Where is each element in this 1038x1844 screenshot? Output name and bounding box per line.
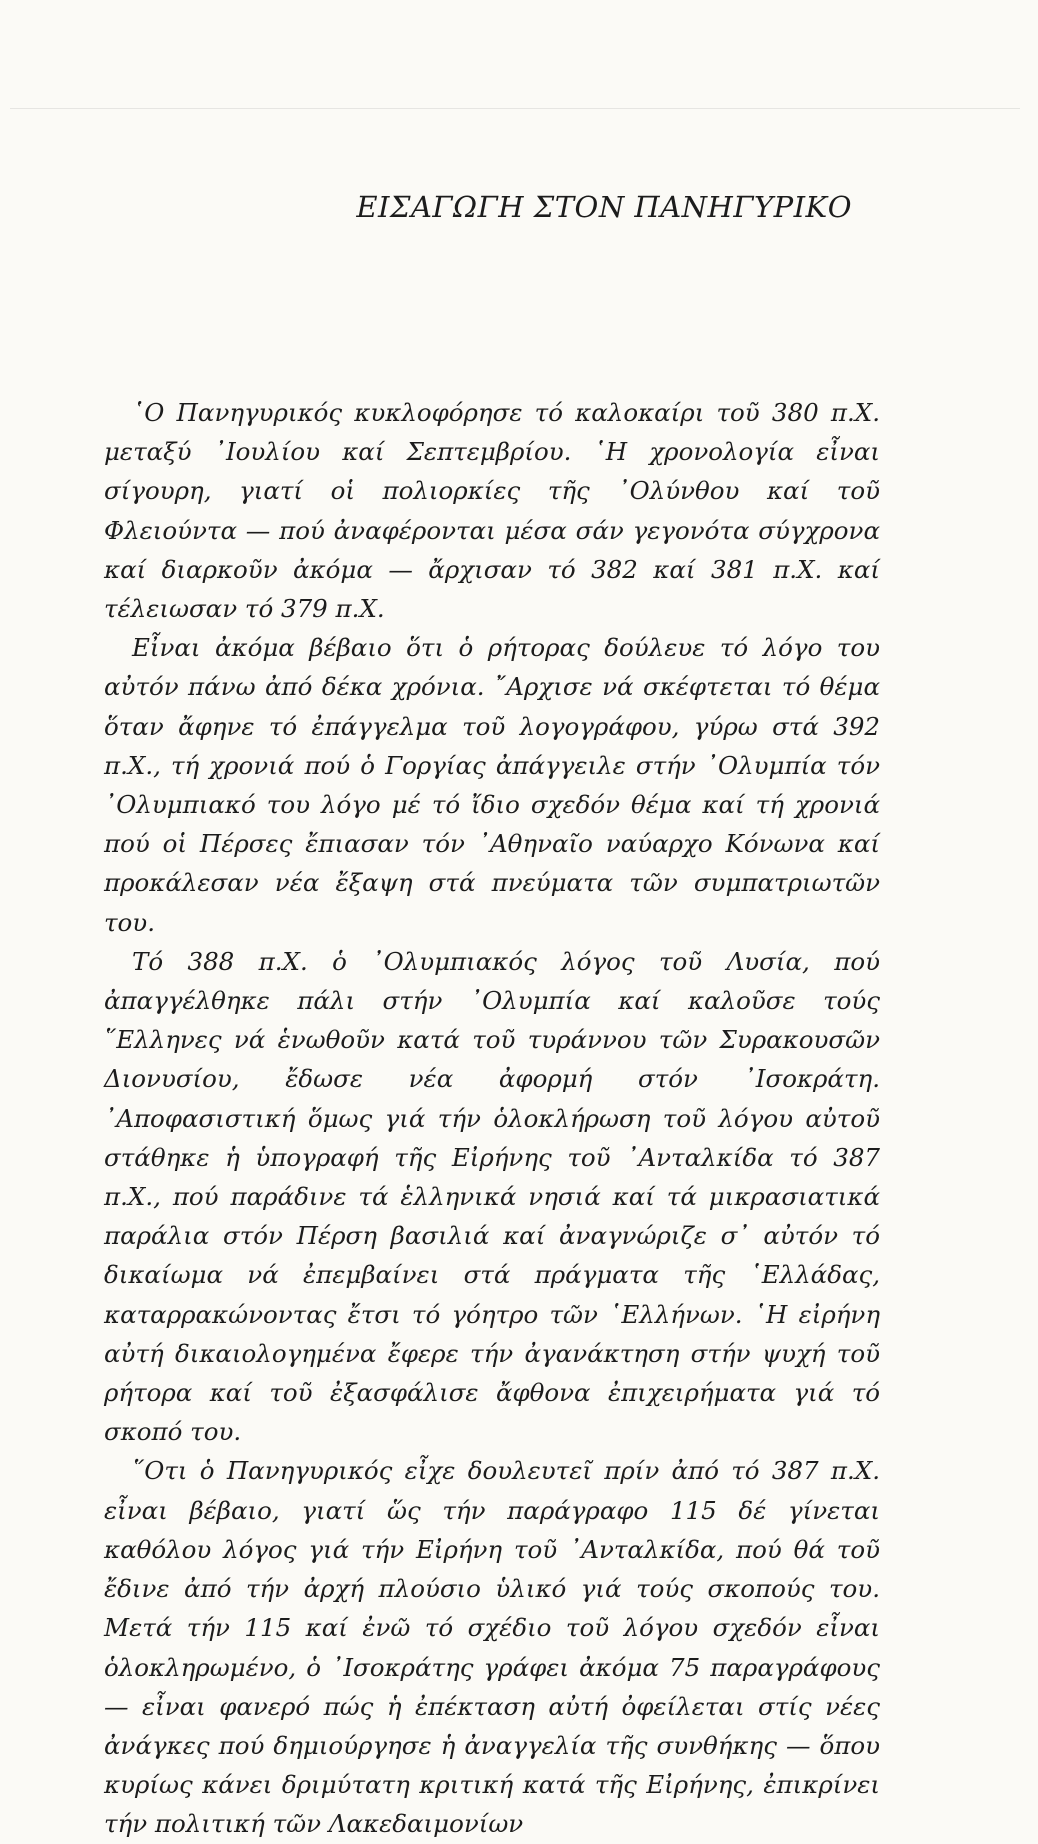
paragraph-3: Τό 388 π.Χ. ὁ ᾿Ολυμπιακός λόγος τοῦ Λυσία, πού ἀπαγγέλθηκε πάλι στήν ᾿Ολυμπία καί καλοῦσε τούς ῞Ελληνες νά ἑνωθοῦν κατά τοῦ τυράννου τῶν Συρακουσῶν Διονυσίου, ἔδωσε νέα ἀφορμή στόν ᾿Ισοκράτη. ᾿Αποφασιστική ὅμως γιά τήν ὁλοκλήρωση τοῦ λόγου αὐτοῦ στάθηκε ἡ ὑπογραφή τῆς Εἰρήνης τοῦ ᾿Ανταλκίδα τό 387 π.Χ., πού παράδινε τά ἑλληνικά νησιά καί τά μικρασιατικά παράλια στόν Πέρση βασιλιά καί ἀναγνώριζε σ᾿ αὐτόν τό δικαίωμα νά ἐπεμβαίνει στά πράγματα τῆς ῾Ελλάδας, καταρρακώνοντας ἔτσι τό γόητρο τῶν ῾Ελλήνων. ῾Η εἰρήνη αὐτή δικαιολογημένα ἔφερε τήν ἀγανάκτηση στήν ψυχή τοῦ ρήτορα καί τοῦ ἐξασφάλισε ἄφθονα ἐπιχειρήματα γιά τό σκοπό του. [104,946,880,1447]
chapter-title: ΕΙΣΑΓΩΓΗ ΣΤΟΝ ΠΑΝΗΓΥΡΙΚΟ [356,190,852,224]
paragraph-1: ῾Ο Πανηγυρικός κυκλοφόρησε τό καλοκαίρι τοῦ 380 π.Χ. μεταξύ ᾿Ιουλίου καί Σεπτεμβρίου. ῾Η χρονολογία εἶναι σίγουρη, γιατί οἱ πολιορκίες τῆς ᾿Ολύνθου καί τοῦ Φλειούντα — πού ἀναφέρονται μέσα σάν γεγονότα σύγχρονα καί διαρκοῦν ἀκόμα — ἄρχισαν τό 382 καί 381 π.Χ. καί τέλειωσαν τό 379 π.Χ. [104,398,880,624]
paragraph-2: Εἶναι ἀκόμα βέβαιο ὅτι ὁ ρήτορας δούλευε τό λόγο του αὐτόν πάνω ἀπό δέκα χρόνια. ῎Αρχισε νά σκέφτεται τό θέμα ὅταν ἄφηνε τό ἐπάγγελμα τοῦ λογογράφου, γύρω στά 392 π.Χ., τή χρονιά πού ὁ Γοργίας ἀπάγγειλε στήν ᾿Ολυμπία τόν ᾿Ολυμπιακό του λόγο μέ τό ἴδιο σχεδόν θέμα καί τή χρονιά πού οἱ Πέρσες ἔπιασαν τόν ᾿Αθηναῖο ναύαρχο Κόνωνα καί προκάλεσαν νέα ἔξαψη στά πνεύματα τῶν συμπατριωτῶν του. [104,633,880,937]
body-text [104,393,880,1844]
paragraph-4: ῞Οτι ὁ Πανηγυρικός εἶχε δουλευτεῖ πρίν ἀπό τό 387 π.Χ. εἶναι βέβαιο, γιατί ὥς τήν παράγραφο 115 δέ γίνεται καθόλου λόγος γιά τήν Εἰρήνη τοῦ ᾿Ανταλκίδα, πού θά τοῦ ἔδινε ἀπό τήν ἀρχή πλούσιο ὑλικό γιά τούς σκοπούς του. Μετά τήν 115 καί ἐνῶ τό σχέδιο τοῦ λόγου σχεδόν εἶναι ὁλοκληρωμένο, ὁ ᾿Ισοκράτης γράφει ἀκόμα 75 παραγράφους — εἶναι φανερό πώς ἡ ἐπέκταση αὐτή ὀφείλεται στίς νέες ἀνάγκες πού δημιούργησε ἡ ἀναγγελία τῆς συνθήκης — ὅπου κυρίως κάνει δριμύτατη κριτική κατά τῆς Εἰρήνης, ἐπικρίνει τήν πολιτική τῶν Λακεδαιμονίων [104,1456,880,1839]
